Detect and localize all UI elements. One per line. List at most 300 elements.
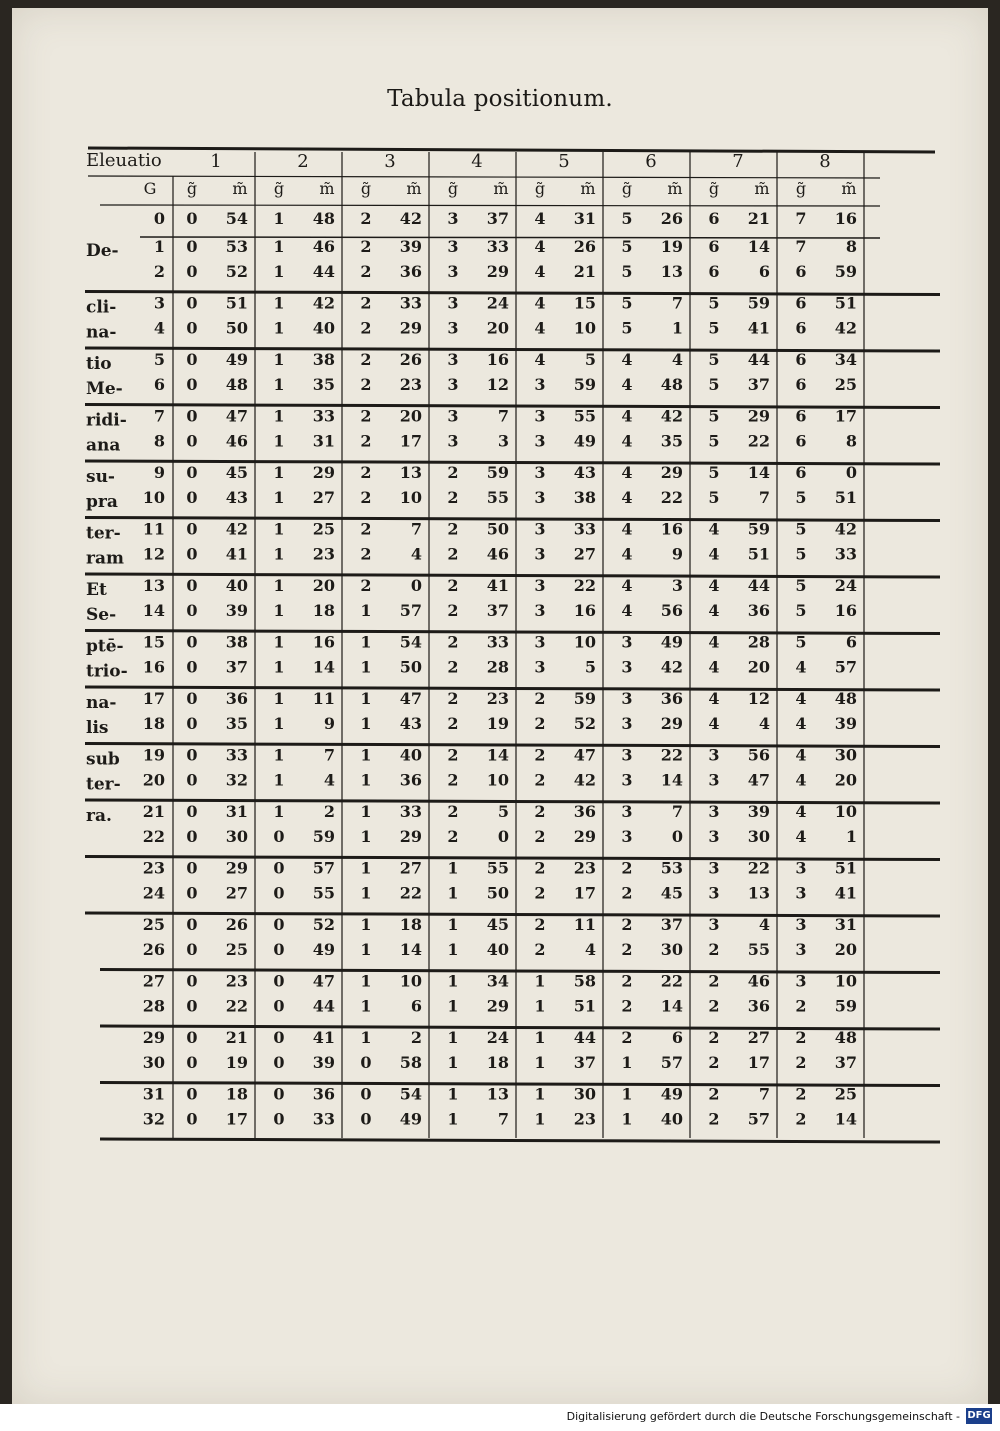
side-label: cli- — [86, 297, 117, 318]
degree-value: 2 — [447, 601, 459, 620]
minute-value: 14 — [399, 940, 422, 959]
minute-value: 16 — [660, 519, 683, 539]
side-label: su- — [86, 467, 115, 487]
degree-value: 0 — [186, 519, 198, 539]
degree-value: 0 — [186, 996, 198, 1016]
corner-label: Eleuatio — [86, 150, 162, 171]
dfg-logo: DFG — [966, 1408, 992, 1424]
degree-value: 2 — [708, 996, 720, 1016]
minute-value: 33 — [225, 745, 248, 765]
header-mid-rule — [88, 176, 880, 178]
minute-value: 21 — [225, 1028, 248, 1047]
minute-value: 55 — [486, 488, 509, 507]
declination-value: 22 — [142, 827, 165, 846]
degree-value: 5 — [621, 262, 633, 281]
minute-value: 7 — [671, 293, 683, 313]
minute-value: 48 — [834, 1028, 857, 1047]
degree-value: 4 — [621, 350, 633, 369]
minute-value: 16 — [486, 350, 509, 369]
degree-value: 1 — [273, 406, 285, 426]
degree-value: 5 — [708, 488, 720, 507]
degree-value: 0 — [186, 858, 198, 878]
side-label: trio- — [86, 661, 128, 682]
degree-value: 3 — [447, 375, 459, 394]
degree-value: 5 — [795, 632, 807, 652]
minute-value: 7 — [671, 802, 683, 821]
degree-value: 4 — [795, 802, 807, 821]
minute-value: 29 — [399, 827, 422, 846]
degree-value: 1 — [273, 318, 285, 338]
degree-value: 3 — [621, 827, 633, 846]
degree-value: 5 — [621, 318, 633, 338]
minute-value: 5 — [584, 350, 596, 369]
minute-value: 22 — [225, 996, 248, 1016]
degree-value: 4 — [708, 632, 720, 652]
degree-value: 2 — [360, 262, 372, 281]
degree-value: 3 — [447, 293, 459, 313]
degree-value: 1 — [360, 689, 372, 708]
minute-value: 53 — [660, 858, 683, 878]
minute-value: 23 — [486, 689, 509, 708]
degree-value: 3 — [534, 632, 546, 652]
degree-value: 2 — [447, 463, 459, 482]
minute-value: 55 — [312, 883, 335, 903]
degree-value: 3 — [708, 802, 720, 821]
degree-value: 4 — [534, 318, 546, 338]
minute-value: 56 — [747, 745, 770, 765]
degree-value: 6 — [795, 406, 807, 426]
minute-value: 23 — [312, 544, 335, 564]
side-label: ram — [86, 548, 124, 569]
degree-value: 4 — [534, 237, 546, 256]
degree-value: 1 — [360, 858, 372, 878]
minute-value: 10 — [399, 488, 422, 507]
degree-value: 0 — [360, 1109, 372, 1129]
minute-value: 2 — [323, 802, 335, 821]
degree-value: 4 — [621, 375, 633, 394]
declination-value: 26 — [142, 940, 165, 959]
group-rule — [85, 687, 940, 690]
minute-value: 33 — [399, 802, 422, 821]
degree-value: 2 — [795, 1028, 807, 1047]
degree-value: 1 — [360, 915, 372, 934]
degree-value: 0 — [186, 350, 198, 369]
degree-value: 5 — [708, 406, 720, 426]
degree-value: 4 — [621, 576, 633, 595]
minute-value: 10 — [399, 971, 422, 991]
minute-value: 6 — [671, 1028, 683, 1047]
minute-value: 57 — [747, 1109, 770, 1129]
minute-value: 4 — [671, 350, 683, 369]
degree-value: 1 — [273, 488, 285, 507]
degree-value: 4 — [621, 406, 633, 426]
degree-value: 3 — [534, 463, 546, 482]
minute-value: 41 — [312, 1028, 335, 1047]
degree-subheader: g̃ — [534, 179, 546, 198]
minute-value: 50 — [399, 657, 422, 677]
degree-value: 0 — [273, 883, 285, 903]
minute-value: 16 — [834, 209, 857, 228]
minute-value: 22 — [747, 431, 770, 451]
degree-value: 2 — [621, 996, 633, 1016]
degree-value: 1 — [273, 350, 285, 369]
degree-value: 2 — [360, 318, 372, 338]
side-label: Me- — [86, 379, 123, 399]
minute-value: 48 — [834, 689, 857, 708]
degree-value: 3 — [534, 488, 546, 507]
side-label: ana — [86, 435, 121, 456]
minute-value: 57 — [312, 858, 335, 878]
degree-value: 1 — [360, 971, 372, 991]
degree-value: 1 — [360, 827, 372, 846]
minute-value: 46 — [486, 544, 509, 564]
declination-value: 12 — [142, 544, 165, 564]
degree-value: 7 — [795, 209, 807, 228]
minute-value: 33 — [573, 519, 596, 539]
degree-value: 6 — [795, 350, 807, 369]
declination-value: 27 — [142, 971, 165, 991]
minute-value: 26 — [399, 350, 422, 369]
minute-value: 5 — [584, 657, 596, 677]
degree-value: 0 — [186, 632, 198, 652]
side-label: ter- — [86, 774, 121, 795]
minute-value: 52 — [573, 714, 596, 733]
degree-value: 1 — [273, 657, 285, 677]
degree-value: 1 — [360, 802, 372, 821]
minute-value: 40 — [225, 576, 248, 595]
degree-value: 1 — [447, 883, 459, 903]
degree-value: 3 — [534, 601, 546, 620]
degree-value: 2 — [621, 940, 633, 959]
minute-value: 18 — [399, 915, 422, 934]
minute-value: 57 — [660, 1053, 683, 1072]
minute-value: 29 — [399, 318, 422, 338]
minute-value: 51 — [834, 293, 857, 313]
minute-value: 22 — [747, 858, 770, 878]
degree-value: 1 — [273, 431, 285, 451]
degree-value: 2 — [534, 689, 546, 708]
degree-value: 2 — [360, 350, 372, 369]
declination-value: 23 — [142, 858, 165, 878]
degree-value: 3 — [447, 237, 459, 256]
degree-value: 2 — [360, 406, 372, 426]
degree-subheader: g̃ — [708, 179, 720, 198]
declination-value: 5 — [153, 350, 165, 369]
minute-value: 30 — [747, 827, 770, 846]
degree-value: 2 — [447, 689, 459, 708]
degree-value: 3 — [795, 915, 807, 934]
minute-value: 51 — [225, 293, 248, 313]
elevation-header-6: 6 — [645, 151, 657, 172]
degree-value: 1 — [360, 657, 372, 677]
degree-value: 4 — [621, 431, 633, 451]
degree-value: 5 — [621, 293, 633, 313]
minute-value: 27 — [747, 1028, 770, 1047]
side-label: ter- — [86, 523, 121, 544]
degree-value: 4 — [708, 576, 720, 595]
minute-value: 37 — [486, 601, 509, 620]
minute-value: 25 — [225, 940, 248, 959]
group-rule — [85, 574, 940, 577]
minute-value: 27 — [399, 858, 422, 878]
side-label: ptē- — [86, 636, 124, 657]
minute-value: 7 — [758, 1084, 770, 1104]
minute-value: 28 — [486, 657, 509, 677]
minute-value: 38 — [573, 488, 596, 507]
minute-value: 36 — [573, 802, 596, 821]
degree-value: 0 — [186, 770, 198, 790]
degree-value: 0 — [186, 745, 198, 765]
degree-value: 1 — [273, 544, 285, 564]
minute-value: 11 — [573, 915, 596, 934]
minute-value: 18 — [486, 1053, 509, 1072]
degree-value: 2 — [534, 714, 546, 733]
declination-value: 2 — [153, 262, 165, 281]
declination-value: 32 — [142, 1109, 165, 1129]
degree-value: 2 — [534, 858, 546, 878]
minute-value: 39 — [225, 601, 248, 620]
degree-value: 1 — [273, 209, 285, 228]
minute-value: 19 — [225, 1053, 248, 1072]
minute-value: 43 — [225, 488, 248, 507]
degree-value: 0 — [186, 318, 198, 338]
minute-value: 51 — [747, 544, 770, 564]
degree-value: 4 — [708, 519, 720, 539]
minute-subheader: m̃ — [754, 179, 770, 198]
minute-value: 36 — [312, 1084, 335, 1104]
minute-value: 54 — [225, 209, 248, 228]
declination-value: 8 — [153, 431, 165, 451]
degree-subheader: g̃ — [621, 179, 633, 198]
minute-value: 50 — [486, 519, 509, 539]
degree-value: 2 — [447, 827, 459, 846]
degree-value: 5 — [795, 544, 807, 564]
degree-value: 2 — [360, 375, 372, 394]
minute-value: 22 — [399, 883, 422, 903]
degree-value: 6 — [795, 262, 807, 281]
group-rule — [85, 405, 940, 408]
minute-value: 35 — [225, 714, 248, 733]
minute-value: 29 — [573, 827, 596, 846]
degree-value: 1 — [447, 940, 459, 959]
minute-value: 59 — [312, 827, 335, 846]
degree-value: 3 — [621, 745, 633, 765]
degree-value: 0 — [186, 689, 198, 708]
degree-value: 4 — [795, 827, 807, 846]
degree-value: 5 — [795, 601, 807, 620]
degree-value: 2 — [621, 971, 633, 991]
degree-value: 1 — [273, 802, 285, 821]
degree-value: 3 — [447, 209, 459, 228]
minute-value: 14 — [834, 1109, 857, 1129]
minute-value: 23 — [225, 971, 248, 991]
minute-value: 5 — [497, 802, 509, 821]
degree-value: 1 — [360, 632, 372, 652]
degree-value: 1 — [447, 858, 459, 878]
minute-value: 16 — [312, 632, 335, 652]
minute-value: 29 — [312, 463, 335, 482]
degree-value: 2 — [447, 544, 459, 564]
degree-value: 0 — [186, 576, 198, 595]
degree-value: 0 — [186, 1109, 198, 1129]
minute-value: 17 — [834, 406, 857, 426]
minute-value: 36 — [225, 689, 248, 708]
minute-value: 13 — [747, 883, 770, 903]
degree-value: 3 — [534, 519, 546, 539]
minute-value: 31 — [573, 209, 596, 228]
degree-value: 6 — [708, 209, 720, 228]
minute-value: 41 — [834, 883, 857, 903]
degree-value: 1 — [360, 745, 372, 765]
declination-value: 20 — [142, 770, 165, 790]
g-header: G — [143, 179, 157, 198]
minute-value: 59 — [747, 519, 770, 539]
degree-value: 2 — [447, 576, 459, 595]
declination-value: 3 — [153, 293, 165, 313]
side-label: na- — [86, 693, 117, 713]
group-rule — [85, 857, 940, 860]
minute-subheader: m̃ — [406, 179, 422, 198]
degree-value: 2 — [708, 940, 720, 959]
degree-value: 3 — [447, 406, 459, 426]
minute-value: 16 — [834, 601, 857, 620]
degree-value: 2 — [360, 293, 372, 313]
degree-value: 2 — [621, 1028, 633, 1047]
minute-value: 29 — [486, 996, 509, 1016]
minute-value: 20 — [834, 940, 857, 959]
degree-value: 0 — [186, 406, 198, 426]
degree-value: 3 — [621, 657, 633, 677]
minute-value: 9 — [323, 714, 335, 733]
minute-value: 52 — [225, 262, 248, 281]
minute-value: 40 — [399, 745, 422, 765]
minute-value: 20 — [399, 406, 422, 426]
declination-value: 31 — [142, 1084, 165, 1104]
minute-value: 0 — [671, 827, 683, 846]
degree-value: 1 — [360, 601, 372, 620]
degree-value: 3 — [708, 858, 720, 878]
degree-value: 4 — [534, 209, 546, 228]
degree-value: 6 — [795, 463, 807, 482]
minute-value: 46 — [312, 237, 335, 256]
degree-value: 2 — [708, 1109, 720, 1129]
degree-value: 1 — [273, 689, 285, 708]
minute-value: 59 — [834, 996, 857, 1016]
degree-value: 1 — [447, 1109, 459, 1129]
degree-value: 2 — [621, 858, 633, 878]
degree-value: 0 — [273, 827, 285, 846]
side-label: Se- — [86, 605, 117, 625]
minute-value: 24 — [486, 1028, 509, 1047]
group-rule — [85, 631, 940, 634]
declination-value: 6 — [153, 375, 165, 394]
minute-value: 14 — [660, 770, 683, 790]
minute-value: 37 — [573, 1053, 596, 1072]
degree-value: 2 — [795, 1053, 807, 1072]
minute-value: 39 — [399, 237, 422, 256]
degree-value: 1 — [447, 915, 459, 934]
degree-value: 0 — [186, 714, 198, 733]
degree-value: 2 — [447, 802, 459, 821]
degree-value: 0 — [273, 996, 285, 1016]
minute-value: 49 — [312, 940, 335, 959]
degree-value: 3 — [708, 745, 720, 765]
group-rule — [85, 348, 940, 351]
degree-value: 2 — [534, 770, 546, 790]
degree-value: 2 — [534, 827, 546, 846]
degree-value: 1 — [534, 1028, 546, 1047]
minute-value: 17 — [747, 1053, 770, 1072]
minute-value: 13 — [486, 1084, 509, 1104]
minute-value: 30 — [834, 745, 857, 765]
minute-value: 47 — [312, 971, 335, 991]
minute-value: 24 — [486, 293, 509, 313]
minute-value: 37 — [486, 209, 509, 228]
degree-value: 1 — [360, 940, 372, 959]
degree-value: 3 — [621, 802, 633, 821]
degree-value: 3 — [708, 827, 720, 846]
degree-value: 1 — [360, 714, 372, 733]
minute-value: 50 — [486, 883, 509, 903]
minute-value: 54 — [399, 1084, 422, 1104]
minute-value: 29 — [747, 406, 770, 426]
minute-value: 34 — [834, 350, 857, 369]
degree-value: 7 — [795, 237, 807, 256]
minute-value: 14 — [486, 745, 509, 765]
minute-value: 57 — [399, 601, 422, 620]
minute-value: 40 — [312, 318, 335, 338]
minute-value: 17 — [399, 431, 422, 451]
degree-value: 2 — [360, 209, 372, 228]
minute-value: 20 — [834, 770, 857, 790]
degree-value: 5 — [795, 519, 807, 539]
elevation-header-2: 2 — [297, 151, 309, 172]
minute-value: 58 — [399, 1053, 422, 1072]
minute-value: 23 — [573, 1109, 596, 1129]
elevation-header-3: 3 — [384, 151, 396, 172]
minute-value: 49 — [399, 1109, 422, 1129]
minute-value: 33 — [312, 406, 335, 426]
minute-value: 15 — [573, 293, 596, 313]
degree-value: 3 — [708, 883, 720, 903]
degree-value: 3 — [447, 262, 459, 281]
degree-value: 3 — [534, 431, 546, 451]
degree-value: 0 — [273, 915, 285, 934]
minute-value: 41 — [225, 544, 248, 564]
declination-value: 21 — [142, 802, 165, 821]
side-label: lis — [86, 718, 109, 738]
degree-value: 4 — [795, 657, 807, 677]
degree-value: 6 — [795, 318, 807, 338]
degree-value: 5 — [708, 463, 720, 482]
degree-value: 4 — [621, 488, 633, 507]
side-label: tio — [86, 354, 112, 374]
minute-value: 59 — [573, 689, 596, 708]
minute-value: 16 — [573, 601, 596, 620]
minute-value: 29 — [660, 463, 683, 482]
minute-value: 29 — [660, 714, 683, 733]
degree-value: 0 — [186, 1053, 198, 1072]
minute-value: 54 — [399, 632, 422, 652]
degree-value: 0 — [186, 883, 198, 903]
minute-value: 20 — [312, 576, 335, 595]
elevation-header-7: 7 — [732, 151, 744, 172]
degree-value: 0 — [360, 1084, 372, 1104]
degree-value: 1 — [273, 262, 285, 281]
degree-value: 4 — [621, 601, 633, 620]
declination-value: 18 — [142, 714, 165, 733]
declination-value: 24 — [142, 883, 165, 903]
